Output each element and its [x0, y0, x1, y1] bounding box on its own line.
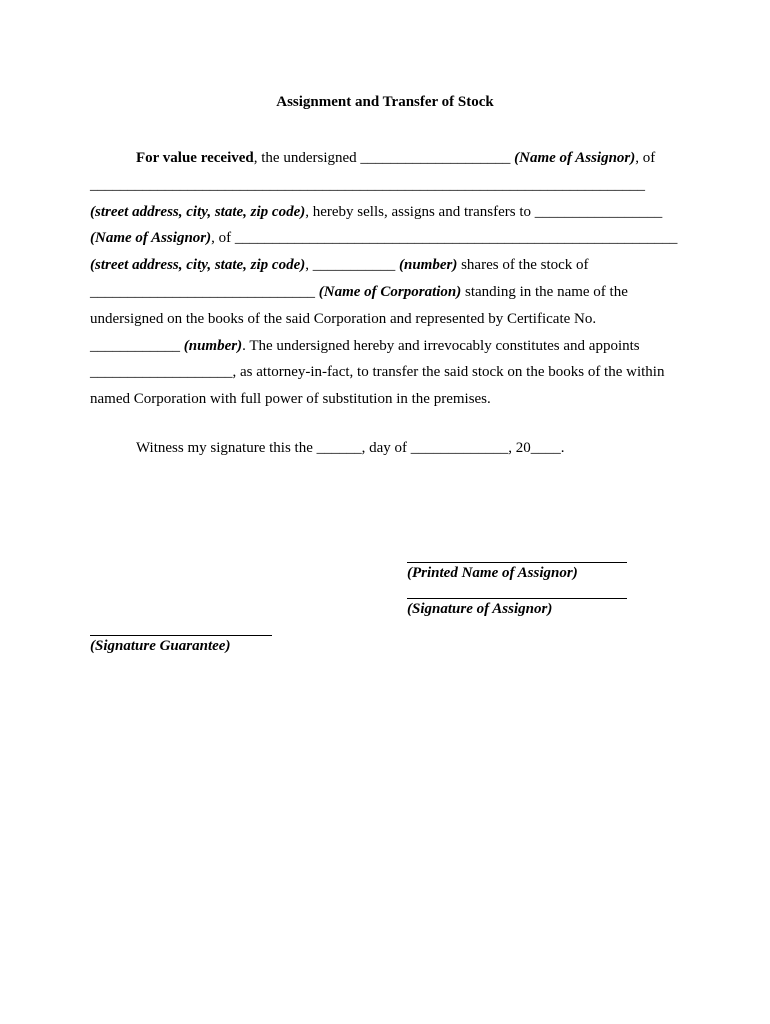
address-field: (street address, city, state, zip code) [90, 203, 306, 220]
paragraph-line-2: __________________________________________________________________________ [90, 176, 645, 193]
paragraph-line-3 [90, 199, 680, 226]
line-text: ____________ [90, 337, 184, 354]
assignor-signature-label: (Signature of Assignor) [407, 601, 553, 617]
assignor-signature-rule [407, 598, 627, 599]
printed-name-rule [407, 562, 627, 563]
document-title: Assignment and Transfer of Stock [276, 94, 494, 110]
paragraph-line-1 [90, 145, 680, 172]
assignment-paragraph [90, 145, 680, 413]
assignor-signature-block [407, 598, 627, 618]
line-text: ______________________________ [90, 283, 319, 300]
printed-name-signature-block [407, 562, 627, 582]
name-of-assignor-field: (Name of Assignor) [514, 150, 636, 166]
number-of-shares-field: (number) [398, 257, 458, 274]
line-text: , of [635, 150, 656, 166]
signature-guarantee-label: (Signature Guarantee) [90, 638, 231, 654]
paragraph-line-5 [90, 252, 680, 279]
name-of-corporation-field: (Name of Corporation) [318, 283, 462, 300]
line-text: , ___________ [305, 257, 399, 274]
certificate-number-field: (number) [183, 337, 243, 354]
line-text: , the undersigned ____________________ [253, 150, 515, 166]
signature-guarantee-rule [90, 635, 272, 636]
paragraph-line-7: undersigned on the books of the said Corporation and represented by Certificate No. [90, 310, 597, 327]
line-text: standing in the name of the [461, 283, 628, 300]
printed-name-label: (Printed Name of Assignor) [407, 565, 578, 581]
line-text: , hereby sells, assigns and transfers to _________________ [305, 203, 663, 220]
value-received-lead: For value received [136, 150, 254, 166]
assignee-address-field: (street address, city, state, zip code) [90, 257, 306, 274]
name-of-assignee-field: (Name of Assignor) [90, 230, 212, 247]
paragraph-line-9: ___________________, as attorney-in-fact, to transfer the said stock on the books of the within [90, 364, 665, 381]
signature-guarantee-block [90, 635, 272, 655]
line-text: shares of the stock of [457, 257, 589, 274]
line-text: . The undersigned hereby and irrevocably constitutes and appoints [242, 337, 640, 354]
line-text: , of ___________________________________________________________ [211, 230, 678, 247]
paragraph-line-6 [90, 279, 680, 306]
paragraph-line-8 [90, 333, 680, 360]
paragraph-line-10: named Corporation with full power of substitution in the premises. [90, 391, 491, 408]
witness-line: Witness my signature this the ______, day of _____________, 20____. [136, 440, 565, 456]
paragraph-line-4 [90, 225, 680, 252]
